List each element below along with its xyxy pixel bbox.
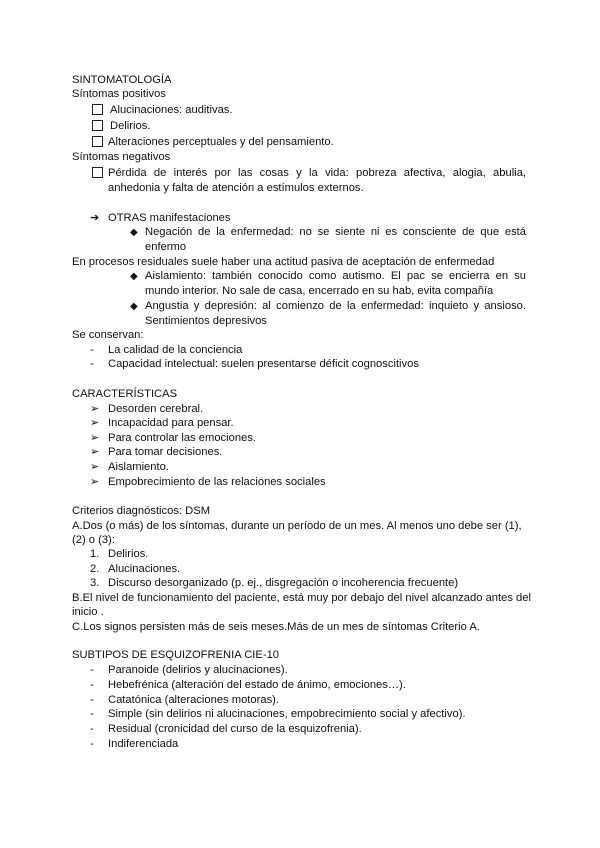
dash-bullet: - [90,664,94,676]
subtipo-item: Simple (sin delirios ni alucinaciones, empobrecimiento social y afectivo). [108,708,466,720]
criterio-item: Alucinaciones. [108,563,181,575]
criterio-b-line: inicio . [72,606,104,618]
list-number: 1. [90,548,100,560]
arrowhead-bullet-icon: ➢ [90,403,100,415]
checkbox-icon [92,167,103,181]
arrowhead-bullet-icon: ➢ [90,446,100,458]
dash-bullet: - [90,708,94,720]
list-number: 3. [90,577,100,589]
positivos-heading: Síntomas positivos [72,88,166,100]
dash-bullet: - [90,738,94,750]
criterio-item: Discurso desorganizado (p. ej., disgregación o incoherencia frecuente) [108,577,459,589]
otras-heading: OTRAS manifestaciones [108,212,231,224]
arrowhead-bullet-icon: ➢ [90,476,100,488]
conservan-item: Capacidad intelectual: suelen presentarse déficit cognoscitivos [108,358,419,370]
caracteristica-item: Desorden cerebral. [108,403,204,415]
arrowhead-bullet-icon: ➢ [90,432,100,444]
checkbox-icon [92,136,103,150]
subtipo-item: Paranoide (delirios y alucinaciones). [108,664,288,676]
diamond-bullet-icon: ◆ [130,227,138,238]
dash-bullet: - [90,679,94,691]
criterio-b-line: B.El nivel de funcionamiento del paciente, está muy por debajo del nivel alcanzado antes del [72,592,531,604]
section-title-sintomatologia: SINTOMATOLOGÍA [72,74,172,86]
arrow-icon: ➔ [90,212,100,224]
positivo-item: Alucinaciones: auditivas. [110,104,233,116]
subtipo-item: Residual (cronicidad del curso de la esquizofrenia). [108,723,362,735]
criterios-heading: Criterios diagnósticos: DSM [72,505,211,517]
arrowhead-bullet-icon: ➢ [90,417,100,429]
positivo-item: Delirios. [110,120,151,132]
list-number: 2. [90,563,100,575]
positivo-item: Alteraciones perceptuales y del pensamiento. [108,136,334,148]
residuales-line: En procesos residuales suele haber una actitud pasiva de aceptación de enfermedad [72,256,495,268]
dash-bullet: - [90,694,94,706]
checkbox-icon [92,104,103,118]
criterio-a-line: (2) o (3): [72,534,115,546]
conservan-heading: Se conservan: [72,329,144,341]
residual-item: Aislamiento: también conocido como autismo. El pac se encierra en su mundo interior. No sale de casa, encerrado en su hab, evita compañía [145,270,526,297]
subtipo-item: Catatónica (alteraciones motoras). [108,694,279,706]
caracteristica-item: Para tomar decisiones. [108,446,223,458]
checkbox-icon [92,120,103,134]
conservan-item: La calidad de la conciencia [108,344,243,356]
residual-item: Angustia y depresión: al comienzo de la enfermedad: inquieto y ansioso. Sentimientos depresivos [145,300,526,327]
dash-bullet: - [90,344,94,356]
caracteristica-item: Empobrecimiento de las relaciones sociales [108,476,326,488]
caracteristica-item: Para controlar las emociones. [108,432,256,444]
subtipo-item: Indiferenciada [108,738,179,750]
criterio-item: Delirios. [108,548,149,560]
dash-bullet: - [90,358,94,370]
section-title-caracteristicas: CARACTERÍSTICAS [72,388,178,400]
criterio-a-line: A.Dos (o más) de los síntomas, durante un período de un mes. Al menos uno debe ser (1), [72,520,522,532]
subtipo-item: Hebefrénica (alteración del estado de ánimo, emociones…). [108,679,406,691]
caracteristica-item: Incapacidad para pensar. [108,417,234,429]
negativos-heading: Síntomas negativos [72,151,171,163]
section-title-subtipos: SUBTIPOS DE ESQUIZOFRENIA CIE-10 [72,649,280,661]
otras-item: Negación de la enfermedad: no se siente ni es consciente de que está enfermo [145,226,526,253]
negativo-item: Pérdida de interés por las cosas y la vida: pobreza afectiva, alogia, abulia, anhedonia y falta de atención a estímulos externos. [108,167,526,194]
dash-bullet: - [90,723,94,735]
diamond-bullet-icon: ◆ [130,301,138,312]
criterio-c-line: C.Los signos persisten más de seis meses.Más de un mes de síntomas Criterio A. [72,621,480,633]
diamond-bullet-icon: ◆ [130,271,138,282]
caracteristica-item: Aislamiento. [108,461,169,473]
arrowhead-bullet-icon: ➢ [90,461,100,473]
